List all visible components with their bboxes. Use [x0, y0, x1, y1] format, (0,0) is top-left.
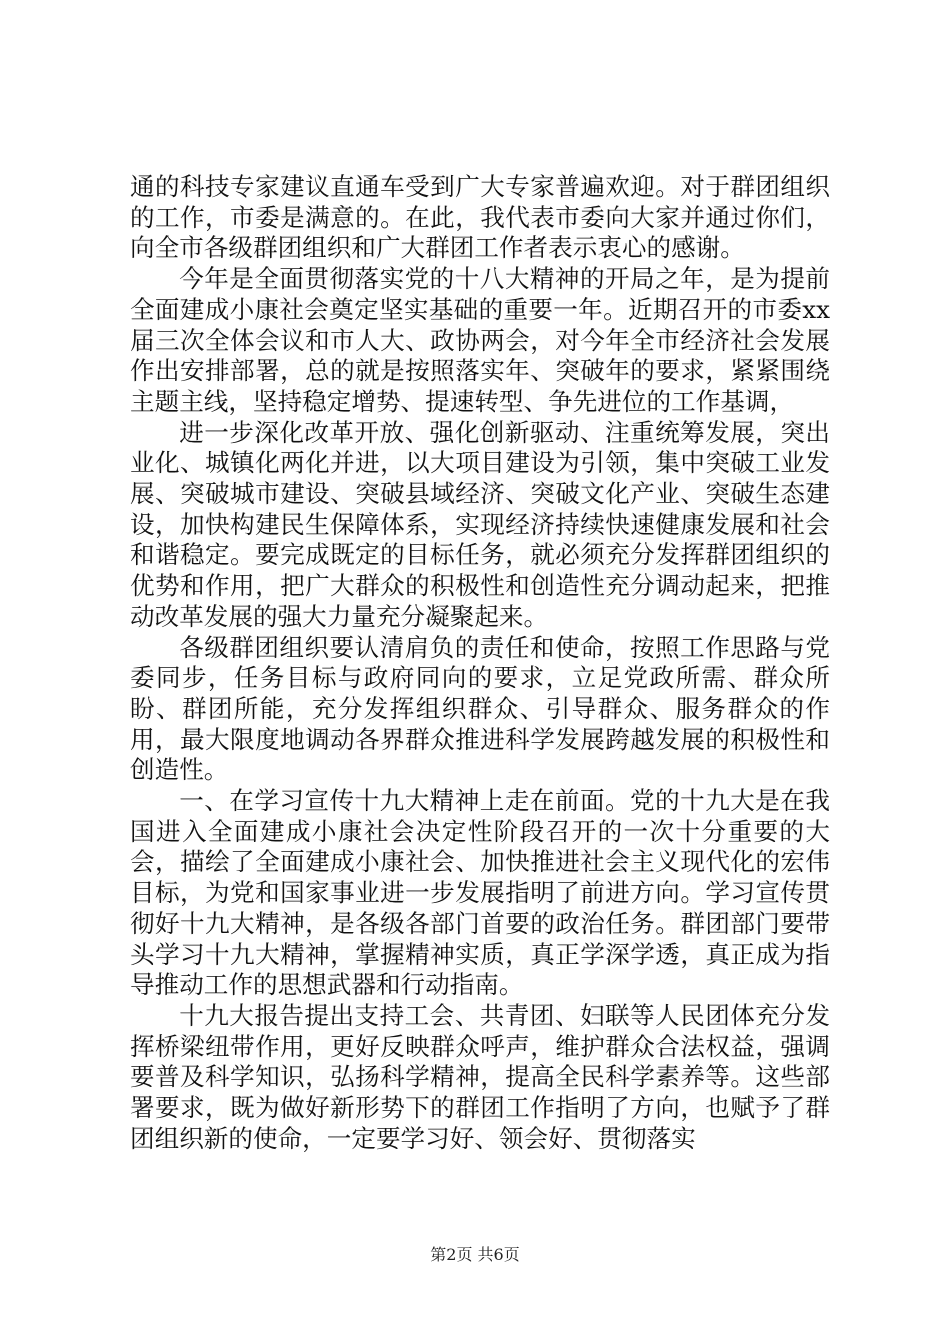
paragraph-opening-year: 今年是全面贯彻落实党的十八大精神的开局之年，是为提前全面建成小康社会奠定坚实基础的重要一年。近期召开的市委xx届三次全体会议和市人大、政协两会，对今年全市经济社会发展作出安排部署，总的就是按照落实年、突破年的要求，紧紧围绕主题主线，坚持稳定增势、提速转型、争先进位的工作基调， [130, 264, 830, 416]
paragraph-reform: 进一步深化改革开放、强化创新驱动、注重统筹发展，突出业化、城镇化两化并进，以大项目建设为引领，集中突破工业发展、突破城市建设、突破县域经济、突破文化产业、突破生态建设，加快构建民生保障体系，实现经济持续快速健康发展和社会和谐稳定。要完成既定的目标任务，就必须充分发挥群团组织的优势和作用，把广大群众的积极性和创造性充分调动起来，把推动改革发展的强大力量充分凝聚起来。 [130, 417, 830, 631]
page-number-footer: 第2页 共6页 [430, 1245, 520, 1264]
paragraph-report-requirements: 十九大报告提出支持工会、共青团、妇联等人民团体充分发挥桥梁纽带作用，更好反映群众呼声，维护群众合法权益，强调要普及科学知识，弘扬科学精神，提高全民科学素养等。这些部署要求，既为做好新形势下的群团工作指明了方向，也赋予了群团组织新的使命，一定要学习好、领会好、贯彻落实 [130, 1000, 830, 1153]
paragraph-responsibility: 各级群团组织要认清肩负的责任和使命，按照工作思路与党委同步，任务目标与政府同向的要求，立足党政所需、群众所盼、群团所能，充分发挥组织群众、引导群众、服务群众的作用，最大限度地调动各界群众推进科学发展跨越发展的积极性和创造性。 [130, 632, 830, 785]
paragraph-section-one: 一、在学习宣传十九大精神上走在前面。党的十九大是在我国进入全面建成小康社会决定性阶段召开的一次十分重要的大会，描绘了全面建成小康社会、加快推进社会主义现代化的宏伟目标，为党和国家事业进一步发展指明了前进方向。学习宣传贯彻好十九大精神，是各级各部门首要的政治任务。群团部门要带头学习十九大精神，掌握精神实质，真正学深学透，真正成为指导推动工作的思想武器和行动指南。 [130, 786, 830, 1000]
paragraph-continuation: 通的科技专家建议直通车受到广大专家普遍欢迎。对于群团组织的工作，市委是满意的。在此，我代表市委向大家并通过你们，向全市各级群团组织和广大群团工作者表示衷心的感谢。 [130, 172, 830, 263]
document-body [130, 172, 830, 1155]
